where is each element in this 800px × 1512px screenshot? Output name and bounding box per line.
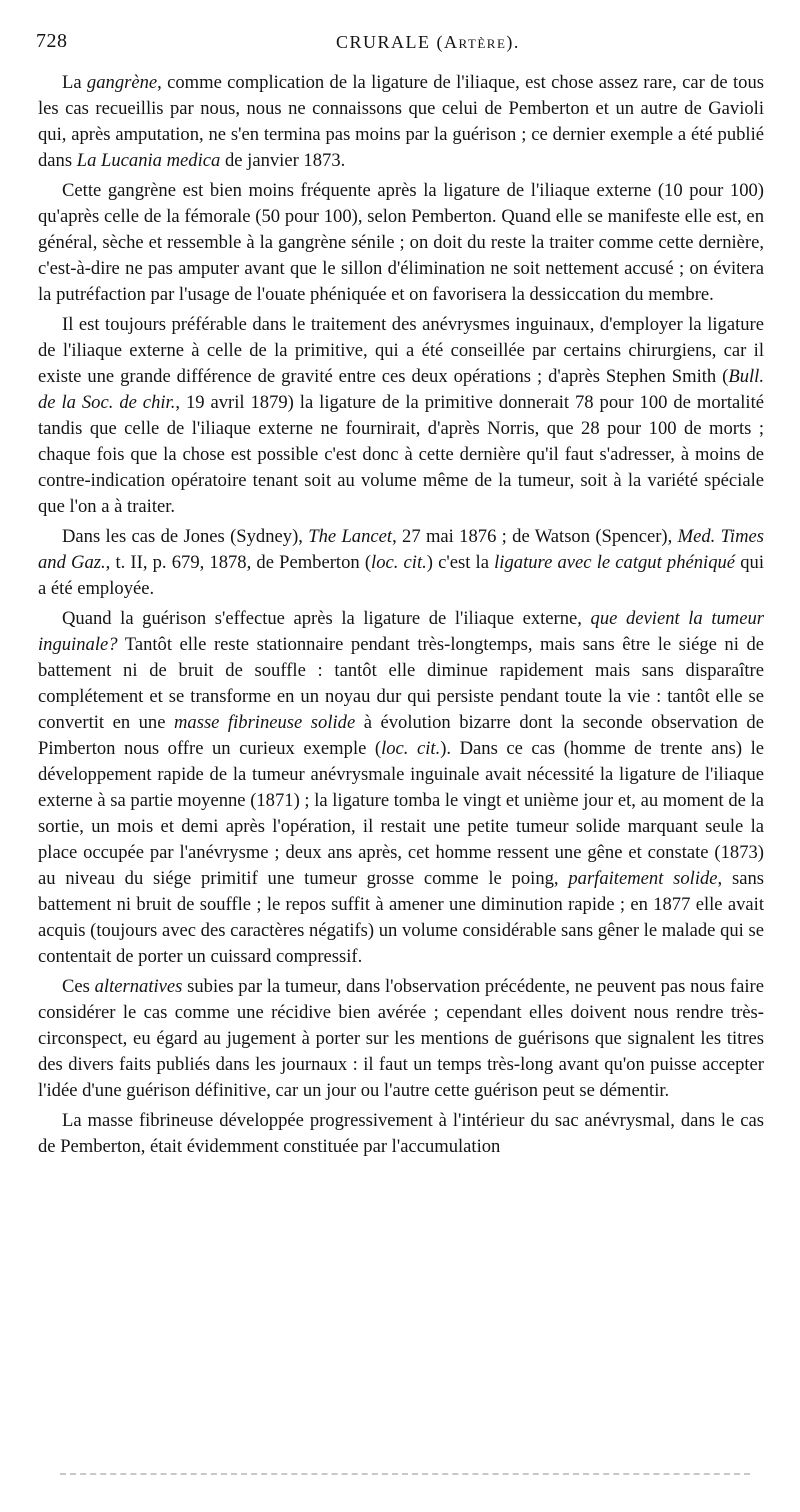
text-run: à évolution bizarre dont la seconde observation de Pimberton nous offre un curieux exemple ( (38, 712, 764, 759)
text-run: Cette gangrène est bien moins fréquente après la ligature de l'iliaque externe (10 pour 100) qu'après celle de la fémorale (50 pour 100), selon Pemberton. Quand elle se manifeste elle est, en général, sèche et ressemble à la gangrène sénile ; on doit du reste la traiter comme cette dernière, c'est-à-dire ne pas amputer avant que le sillon d'élimination ne soit nettement accusé ; on évitera la putréfaction par l'usage de l'ouate phéniquée et on favorisera la dessiccation du membre. (38, 180, 764, 305)
paragraph (38, 178, 764, 308)
text-run: La (62, 72, 87, 93)
italic-text: parfaitement solide (568, 868, 718, 889)
text-run: Tantôt elle reste stationnaire pendant très-longtemps, mais sans être le siége ni de battement ni de bruit de souffle : tantôt elle diminue rapidement mais sans disparaître complétement et se transforme en un noyau dur qui persiste pendant toute la vie : tantôt elle se convertit en une (38, 634, 764, 733)
body-text (38, 70, 764, 1164)
text-run: ) c'est la (426, 552, 495, 573)
text-run: qui a été employée. (38, 552, 764, 599)
paragraph (38, 1108, 764, 1160)
text-run: Il est toujours préférable dans le traitement des anévrysmes inguinaux, d'employer la ligature de l'iliaque externe à celle de la primitive, qui a été conseillée par certains chirurgiens, car il existe une grande différence de gravité entre ces deux opérations ; d'après Stephen Smith ( (38, 314, 764, 387)
italic-text: gangrène (86, 72, 158, 93)
italic-text: masse fibrineuse solide (173, 712, 356, 733)
footer-rule (60, 1473, 750, 1475)
italic-text: La Lucania medica (76, 150, 221, 171)
paragraph (38, 312, 764, 520)
italic-text: loc. cit. (371, 552, 427, 573)
text-run: , 27 mai 1876 ; de Watson (Spencer), (392, 526, 678, 547)
italic-text: Med. Times and Gaz. (38, 526, 765, 573)
page-number: 728 (36, 30, 68, 52)
italic-text: loc. cit. (381, 738, 441, 759)
text-run: Dans les cas de Jones (Sydney), (62, 526, 309, 547)
italic-text: que devient la tumeur inguinale? (38, 608, 764, 655)
text-run: , sans battement ni bruit de souffle ; le repos suffit à amener une diminution rapide ; en 1877 elle avait acquis (toujours avec des caractères négatifs) un volume considérable sans gêner le malade qui se contentait de porter un cuissard compressif. (38, 868, 764, 967)
text-run: Ces (62, 976, 95, 997)
italic-text: ligature avec le catgut phéniqué (494, 552, 736, 573)
text-run: Quand la guérison s'effectue après la ligature de l'iliaque externe, (62, 608, 591, 629)
paragraph (38, 974, 764, 1104)
text-run: , 19 avril 1879) la ligature de la primitive donnerait 78 pour 100 de mortalité tandis que celle de l'iliaque externe ne fournirait, d'après Norris, que 28 pour 100 de morts ; chaque fois que la chose est possible c'est donc à cette dernière qu'il faut s'adresser, à moins de contre-indication opératoire tenant soit au volume même de la tumeur, soit à la variété spéciale que l'on a à traiter. (38, 392, 764, 517)
paragraph (38, 70, 764, 174)
text-run: subies par la tumeur, dans l'observation précédente, ne peuvent pas nous faire considérer le cas comme une récidive bien avérée ; cependant elles doivent nous rendre très-circonspect, eu égard au jugement à porter sur les mentions de guérisons que signalent les titres des divers faits publiés dans les journaux : il faut un temps très-long avant qu'on puisse accepter l'idée d'une guérison définitive, car un jour ou l'autre cette guérison peut se démentir. (38, 976, 764, 1101)
paragraph (38, 606, 764, 970)
italic-text: The Lancet (308, 526, 393, 547)
paragraph (38, 524, 764, 602)
text-run: La masse fibrineuse développée progressivement à l'intérieur du sac anévrysmal, dans le cas de Pemberton, était évidemment constituée par l'accumulation (38, 1110, 764, 1157)
text-run: , t. II, p. 679, 1878, de Pemberton ( (105, 552, 372, 573)
text-run: de janvier 1873. (220, 150, 346, 171)
running-head-main: CRURALE (A (336, 32, 459, 52)
running-head (336, 32, 520, 53)
running-head-smallcaps: RTÈRE (458, 36, 507, 51)
page-header (36, 30, 766, 60)
text-run: ). Dans ce cas (homme de trente ans) le développement rapide de la tumeur anévrysmale inguinale avait nécessité la ligature de l'iliaque externe à sa partie moyenne (1871) ; la ligature tomba le vingt et unième jour et, au moment de la sortie, un mois et demi après l'opération, il restait une petite tumeur solide marquant seule la place occupée par l'anévrysme ; deux ans après, cet homme ressent une gêne et constate (1873) au niveau du siége primitif une tumeur grosse comme le poing, (38, 738, 765, 889)
text-run: , comme complication de la ligature de l'iliaque, est chose assez rare, car de tous les cas recueillis par nous, nous ne connaissons que celui de Pemberton et un autre de Gavioli qui, après amputation, ne s'en termina pas moins par la guérison ; ce dernier exemple a été publié dans (38, 72, 764, 171)
italic-text: Bull. de la Soc. de chir. (38, 366, 764, 413)
italic-text: alternatives (94, 976, 183, 997)
running-head-end: ). (506, 32, 520, 52)
